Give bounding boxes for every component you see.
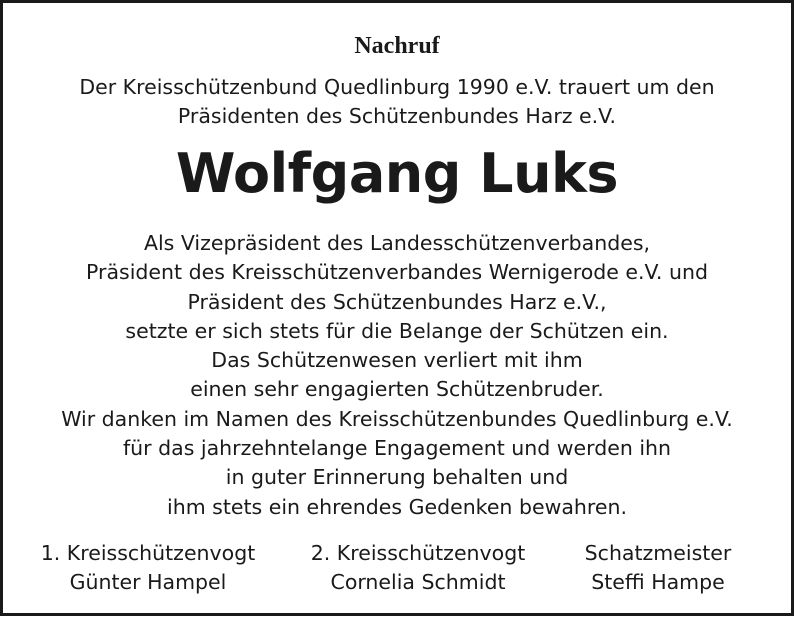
intro-line: Präsidenten des Schützenbundes Harz e.V.: [177, 104, 617, 128]
signature-title: 1. Kreisschützenvogt: [40, 541, 256, 565]
tribute-text: [3, 229, 791, 522]
signature-block: [28, 539, 268, 597]
signature-title: Schatzmeister: [584, 541, 732, 565]
tribute-line: Präsident des Kreisschützenverbandes Wernigerode e.V. und: [86, 260, 708, 285]
tribute-line: einen sehr engagierten Schützenbruder.: [190, 377, 604, 402]
intro-text: [3, 73, 791, 131]
tribute-line: ihm stets ein ehrendes Gedenken bewahren.: [167, 494, 627, 519]
signature-block: [543, 539, 773, 597]
intro-line: Der Kreisschützenbund Quedlinburg 1990 e.V. trauert um den: [79, 75, 715, 99]
tribute-line: Als Vizepräsident des Landesschützenverbandes,: [143, 231, 651, 255]
deceased-name: Wolfgang Luks: [175, 142, 619, 205]
tribute-line: setzte er sich stets für die Belange der Schützen ein.: [125, 318, 669, 343]
signature-title: 2. Kreisschützenvogt: [310, 541, 526, 565]
signature-block: [298, 539, 538, 597]
signature-name: Steffi Hampe: [591, 570, 725, 594]
tribute-line: für das jahrzehntelange Engagement und werden ihn: [122, 436, 672, 461]
notice-heading: Nachruf: [354, 33, 440, 59]
tribute-line: Präsident des Schützenbundes Harz e.V.,: [187, 289, 607, 314]
signatures: [3, 539, 791, 599]
tribute-line: Das Schützenwesen verliert mit ihm: [211, 348, 583, 373]
tribute-line: in guter Erinnerung behalten und: [225, 465, 569, 490]
signature-name: Cornelia Schmidt: [330, 570, 506, 594]
tribute-line: Wir danken im Namen des Kreisschützenbundes Quedlinburg e.V.: [61, 406, 733, 431]
signature-name: Günter Hampel: [69, 570, 227, 594]
